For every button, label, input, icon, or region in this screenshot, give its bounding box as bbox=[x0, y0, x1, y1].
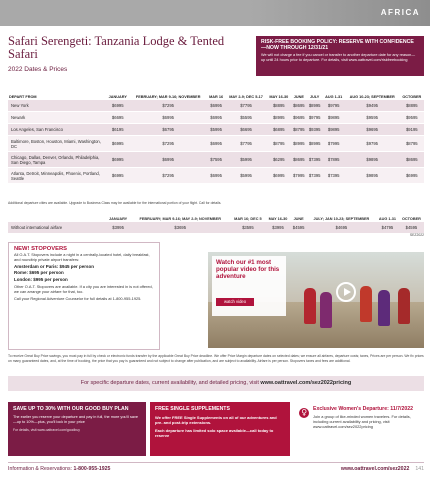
maasai-figure bbox=[398, 288, 410, 324]
page-footer bbox=[8, 462, 424, 473]
price-cell: $7995 bbox=[291, 168, 307, 184]
good-buy-link[interactable]: For details, visit www.oattravel.com/goodbuy bbox=[13, 427, 80, 432]
row-label: Los Angeles, San Francisco bbox=[8, 124, 106, 136]
womens-body: Join a group of like-minded women travelers. For details, including current availability and pricing, visit www.oattravel.com/sez2022pricing bbox=[313, 414, 411, 429]
maasai-figure bbox=[378, 290, 390, 326]
price-cell: $8695 bbox=[291, 152, 307, 168]
price-cell: $8995 bbox=[291, 136, 307, 152]
price-cell: $9195 bbox=[400, 124, 424, 136]
column-header: OCTOBER bbox=[402, 95, 422, 99]
stopovers-box bbox=[8, 242, 160, 350]
price-cell: $3695 bbox=[130, 222, 230, 233]
price-cell: $5995 bbox=[225, 152, 266, 168]
stopover-rome: Rome: $695 per person bbox=[14, 270, 64, 276]
single-supplements-box bbox=[150, 402, 290, 456]
policy-body: We will not charge a fee if you cancel or transfer to another departure date for any reason—up until 24 hours prior to departure. For details, visit www.oattravel.com/riskfreebooking bbox=[261, 53, 416, 62]
footer-url[interactable]: www.oattravel.com/sez2022 bbox=[340, 466, 410, 472]
stopover-london: London: $995 per person bbox=[14, 277, 68, 283]
price-cell: $6795 bbox=[130, 124, 207, 136]
price-cell: $7895 bbox=[323, 152, 345, 168]
maasai-figure bbox=[320, 292, 332, 328]
table-row bbox=[8, 152, 424, 168]
maasai-figure bbox=[360, 286, 372, 322]
price-cell: $9695 bbox=[345, 124, 400, 136]
supplements-body-2: Each departure has limited solo space available—call today to reserve bbox=[155, 428, 274, 439]
video-promo[interactable] bbox=[208, 252, 424, 348]
price-cell: $9395 bbox=[307, 124, 323, 136]
price-cell: $6895 bbox=[267, 124, 291, 136]
price-cell: $6995 bbox=[130, 152, 207, 168]
womens-heading: Exclusive Women's Departure: 11/7/2022 bbox=[313, 406, 414, 412]
column-header: OCTOBER bbox=[401, 217, 421, 221]
price-cell: $5995 bbox=[225, 168, 266, 184]
column-header: JULY bbox=[309, 95, 320, 99]
price-cell: $7395 bbox=[307, 152, 323, 168]
price-cell: $6995 bbox=[106, 168, 130, 184]
table-header-row bbox=[8, 82, 424, 100]
column-header: JANUARY bbox=[108, 95, 127, 99]
video-card bbox=[212, 256, 286, 316]
price-cell: $3995 bbox=[266, 222, 291, 233]
column-header: MAY 16-30 bbox=[268, 217, 288, 221]
column-header: JUNE bbox=[293, 95, 304, 99]
pricing-terms-text: To receive Great Buy Price savings, you must pay in full by check or electronic funds transfer by the applicable Great Buy Price deadline. We offer Price Margin departure dates on selected dates; we ensure all airfares, departure costs; taxes, Prices are per person. We fix prices on many guaranteed dates, and, at the time of booking, the price that you pay is guaranteed and not subject to change after publication, and are subject to availability. Airfare is per person. Stopovers taxes and fees are additional. bbox=[8, 354, 424, 363]
price-cell: $7395 bbox=[323, 168, 345, 184]
price-cell: $9695 bbox=[291, 112, 307, 124]
row-label: Chicago, Dallas, Denver, Orlando, Philadelphia, San Diego, Tampa bbox=[8, 152, 106, 168]
price-cell: $9895 bbox=[323, 124, 345, 136]
price-cell: $6995 bbox=[207, 136, 226, 152]
price-cell: $7295 bbox=[130, 168, 207, 184]
footer-phone[interactable]: 1-800-955-1925 bbox=[73, 466, 111, 472]
price-cell: $6995 bbox=[130, 112, 207, 124]
region-label: AFRICA bbox=[380, 8, 420, 17]
stopover-amsterdam-paris: Amsterdam or Paris: $945 per person bbox=[14, 263, 95, 269]
price-cell: $7795 bbox=[225, 136, 266, 152]
column-header: AUG 1-31 bbox=[325, 95, 343, 99]
price-cell: $6995 bbox=[106, 152, 130, 168]
row-label: Without international airfare bbox=[8, 222, 106, 233]
column-header: FEBRUARY; MAR 9-16; MAY 2-9; NOVEMBER bbox=[139, 217, 221, 221]
top-bar bbox=[0, 0, 430, 26]
price-cell: $8895 bbox=[267, 100, 291, 112]
column-header: JULY; JAN 10-23; SEPTEMBER bbox=[313, 217, 370, 221]
row-label: Baltimore, Boston, Houston, Miami, Washington, DC bbox=[8, 136, 106, 152]
column-header: MAY 16-30 bbox=[269, 95, 289, 99]
price-cell: $9595 bbox=[400, 112, 424, 124]
price-cell: $4695 bbox=[307, 222, 376, 233]
price-cell: $8995 bbox=[307, 136, 323, 152]
page-subtitle: 2022 Dates & Prices bbox=[8, 66, 68, 73]
price-cell: $8795 bbox=[291, 124, 307, 136]
price-cell: $4795 bbox=[376, 222, 399, 233]
table-row bbox=[8, 168, 424, 184]
price-cell: $7795 bbox=[225, 100, 266, 112]
departure-cities-note: Additional departure cities are available. Upgrade to Business Class may be available for the international portion of your flight. Call for details. bbox=[8, 201, 222, 205]
price-cell: $9895 bbox=[323, 112, 345, 124]
good-buy-heading: SAVE UP TO 30% WITH OUR GOOD BUY PLAN bbox=[13, 406, 129, 412]
price-cell: $9895 bbox=[345, 168, 400, 184]
table-header-row bbox=[8, 206, 424, 222]
column-header: MAY 2-9; DEC 5-17 bbox=[229, 95, 263, 99]
column-header-depart: DEPART FROM bbox=[9, 95, 37, 99]
price-cell: $9895 bbox=[345, 152, 400, 168]
price-cell: $9795 bbox=[345, 136, 400, 152]
price-cell: $9795 bbox=[307, 112, 323, 124]
price-cell: $4595 bbox=[399, 222, 424, 233]
price-cell: $7295 bbox=[130, 136, 207, 152]
price-cell: $4595 bbox=[290, 222, 306, 233]
watch-video-button[interactable]: watch video bbox=[216, 298, 254, 306]
female-icon bbox=[299, 408, 309, 418]
price-cell: $8795 bbox=[400, 136, 424, 152]
price-cell: $9795 bbox=[323, 100, 345, 112]
price-cell: $6995 bbox=[207, 168, 226, 184]
page-title: Safari Serengeti: Tanzania Lodge & Tented Safari bbox=[8, 34, 225, 61]
policy-heading: RISK-FREE BOOKING POLICY: RESERVE WITH CONFIDENCE—NOW THROUGH 12/31/21 bbox=[261, 39, 414, 51]
stopovers-intro: All O.A.T. Stopovers include a night in a centrally-located hotel, daily breakfast, and roundtrip private airport transfers: bbox=[14, 252, 150, 262]
price-cell: $7595 bbox=[207, 152, 226, 168]
table-row bbox=[8, 222, 424, 233]
price-cell: $8695 bbox=[400, 152, 424, 168]
pricing-table-without-airfare bbox=[8, 206, 424, 233]
stopovers-call: Call your Regional Adventure Counselor for full details at 1-800-955-1925. bbox=[14, 295, 142, 301]
price-cell: $6995 bbox=[207, 100, 226, 112]
price-cell: $6995 bbox=[207, 112, 226, 124]
column-header: JUNE bbox=[293, 217, 304, 221]
stopovers-heading: NEW! STOPOVERS bbox=[14, 246, 68, 252]
womens-departure-box bbox=[294, 402, 424, 456]
table-row bbox=[8, 136, 424, 152]
price-cell: $9595 bbox=[345, 112, 400, 124]
stopovers-other: Other O.A.T. Stopovers are available. If a city you are interested in is not offered, we can arrange your airfare for that, too. bbox=[14, 283, 153, 294]
footer-label: Information & Reservations: bbox=[8, 466, 74, 472]
table-row bbox=[8, 112, 424, 124]
column-header: MAR 16 bbox=[209, 95, 224, 99]
column-header: MAR 16; DEC 5 bbox=[234, 217, 262, 221]
price-cell: $3595 bbox=[230, 222, 265, 233]
price-cell: $6995 bbox=[106, 136, 130, 152]
column-header: AUG 10-23; SEPTEMBER bbox=[349, 95, 395, 99]
play-icon[interactable] bbox=[336, 282, 356, 302]
price-cell: $7395 bbox=[307, 168, 323, 184]
row-label: Newark bbox=[8, 112, 106, 124]
price-cell: $6695 bbox=[106, 112, 130, 124]
supplements-body-1: We offer FREE Single Supplements on all of our adventures and pre- and post-trip extensions. bbox=[155, 415, 277, 426]
column-header: JANUARY bbox=[109, 217, 128, 221]
column-header: FEBRUARY; MAR 9-16; NOVEMBER bbox=[135, 95, 201, 99]
table-row bbox=[8, 124, 424, 136]
column-header: AUG 1-31 bbox=[378, 217, 396, 221]
maasai-figure bbox=[304, 288, 316, 324]
video-heading: Watch our #1 most popular video for this adventure bbox=[216, 259, 280, 280]
good-buy-plan-box bbox=[8, 402, 146, 456]
specific-dates-banner bbox=[8, 376, 424, 391]
price-cell: $6695 bbox=[225, 124, 266, 136]
column-header-depart bbox=[8, 206, 106, 222]
price-cell: $8995 bbox=[267, 112, 291, 124]
price-cell: $8895 bbox=[400, 100, 424, 112]
price-cell: $8795 bbox=[267, 136, 291, 152]
price-cell: $6995 bbox=[400, 168, 424, 184]
price-cell: $6995 bbox=[267, 168, 291, 184]
price-cell: $9495 bbox=[345, 100, 400, 112]
price-cell: $8995 bbox=[307, 100, 323, 112]
price-cell: $6995 bbox=[106, 100, 130, 112]
trip-code: SEZ2022 bbox=[409, 233, 424, 237]
specific-dates-text: For specific departure dates, current availability, and detailed pricing, visit bbox=[80, 380, 261, 386]
page-number: 141 bbox=[415, 466, 424, 472]
pricing-table-with-airfare bbox=[8, 82, 424, 184]
price-cell: $6295 bbox=[267, 152, 291, 168]
supplements-heading: FREE SINGLE SUPPLEMENTS bbox=[155, 406, 230, 412]
price-cell: $3995 bbox=[106, 222, 130, 233]
price-cell: $5995 bbox=[207, 124, 226, 136]
price-cell: $6195 bbox=[106, 124, 130, 136]
price-cell: $7295 bbox=[130, 100, 207, 112]
pricing-link[interactable]: www.oattravel.com/sez2022pricing bbox=[260, 380, 352, 386]
price-cell: $7995 bbox=[323, 136, 345, 152]
footer-right bbox=[341, 466, 424, 472]
good-buy-body: The earlier you reserve your departure and pay in full, the more you'll save—up to 10%—plus, you'll lock in your price bbox=[13, 415, 139, 424]
price-cell: $8695 bbox=[291, 100, 307, 112]
risk-free-policy-box bbox=[256, 36, 424, 76]
price-cell: $5595 bbox=[225, 112, 266, 124]
table-row bbox=[8, 100, 424, 112]
footer-info bbox=[8, 466, 110, 472]
row-label: New York bbox=[8, 100, 106, 112]
row-label: Atlanta, Detroit, Minneapolis, Phoenix, Portland, Seattle bbox=[8, 168, 106, 184]
